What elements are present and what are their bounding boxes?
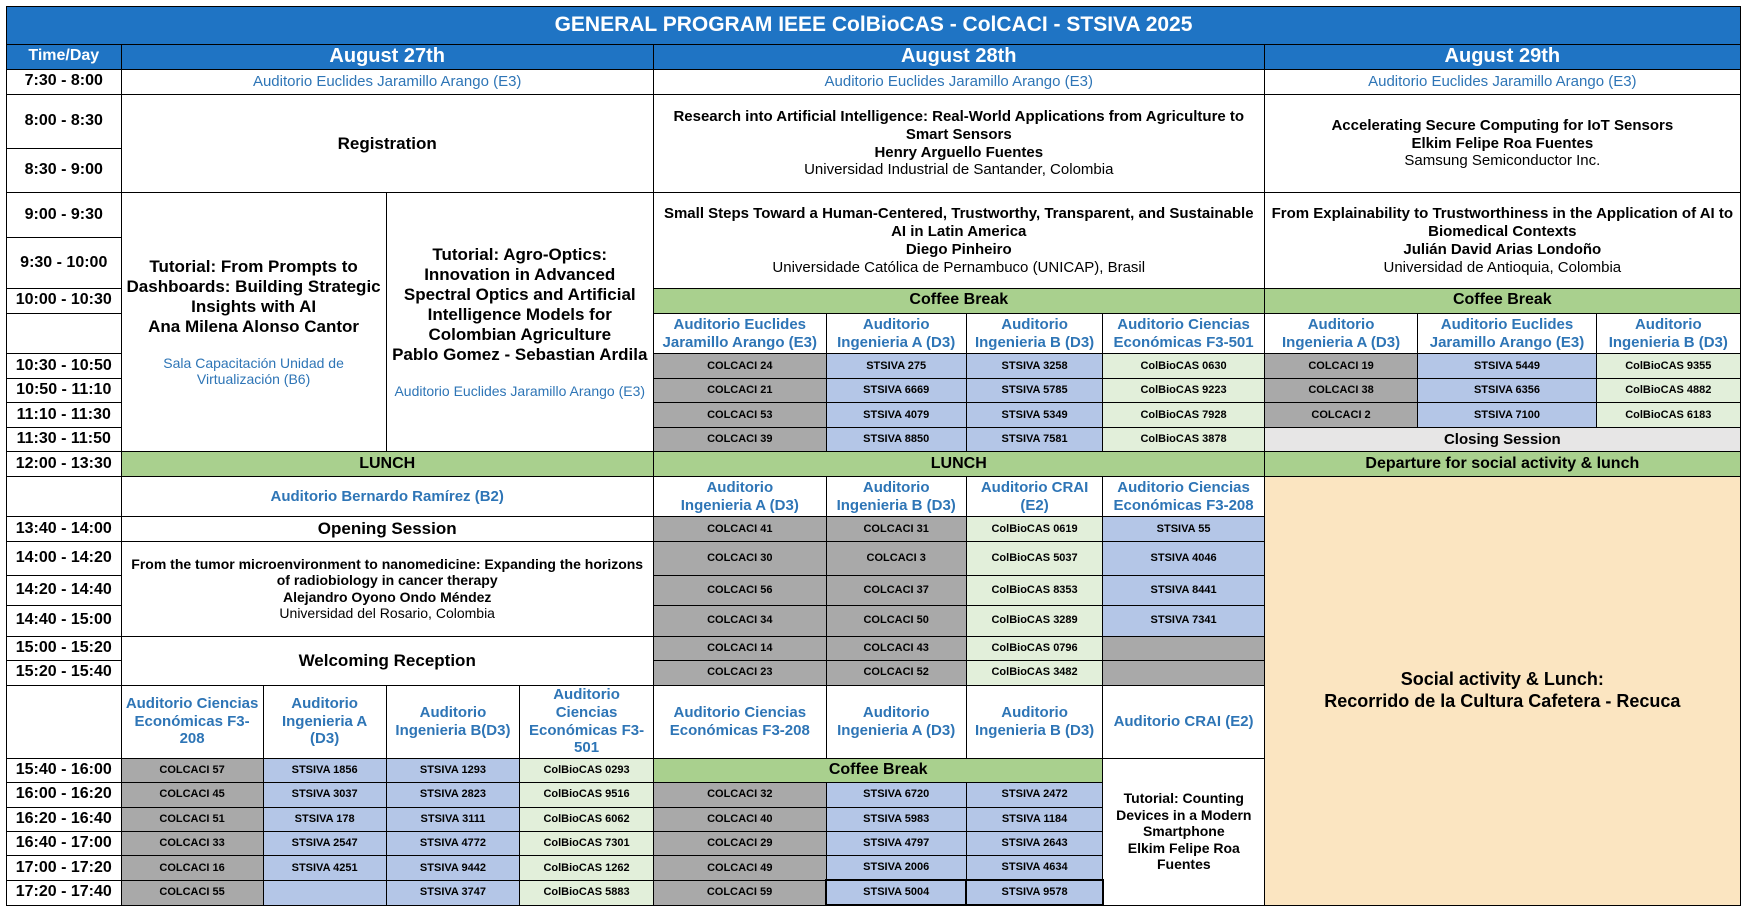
- departure-social: Departure for social activity & lunch: [1264, 452, 1740, 476]
- paper-slot: COLCACI 41: [653, 517, 826, 541]
- paper-slot: COLCACI 31: [826, 517, 966, 541]
- keynote-speaker: Henry Arguello Fuentes: [874, 143, 1044, 161]
- room-ciencias-f3-208: Auditorio Ciencias Económicas F3-208: [653, 685, 826, 758]
- paper-slot: STSIVA 4046: [1103, 541, 1264, 575]
- time-slot: 16:00 - 16:20: [7, 783, 122, 807]
- room-label: Auditorio Euclides Jaramillo Arango (E3): [653, 70, 1264, 94]
- room-euclides: Auditorio Euclides Jaramillo Arango (E3): [653, 313, 826, 354]
- paper-slot: COLCACI 14: [653, 636, 826, 660]
- paper-slot: STSIVA 7100: [1418, 403, 1596, 427]
- paper-slot-empty: [263, 880, 386, 905]
- paper-slot: COLCACI 29: [653, 832, 826, 856]
- tutorial-title: Tutorial: Agro-Optics: Innovation in Advanced Spectral Optics and Artificial Intelligence Models for Colombian Agriculture: [403, 244, 636, 345]
- room-crai: Auditorio CRAI (E2): [1103, 685, 1264, 758]
- paper-slot: COLCACI 23: [653, 661, 826, 685]
- time-slot: 17:00 - 17:20: [7, 856, 122, 880]
- welcoming-reception: Welcoming Reception: [121, 636, 653, 685]
- paper-slot: STSIVA 7341: [1103, 606, 1264, 637]
- paper-slot: ColBioCAS 7301: [520, 832, 654, 856]
- paper-slot: COLCACI 59: [653, 880, 826, 905]
- time-slot: 14:20 - 14:40: [7, 575, 122, 606]
- paper-slot: COLCACI 33: [121, 832, 263, 856]
- paper-slot: STSIVA 5785: [966, 378, 1103, 402]
- room-bernardo: Auditorio Bernardo Ramírez (B2): [121, 476, 653, 517]
- paper-slot: COLCACI 24: [653, 354, 826, 378]
- room-ciencias-f3-501: Auditorio Ciencias Económicas F3-501: [520, 685, 654, 758]
- keynote-title: From Explainability to Trustworthiness in the Application of AI to Biomedical Contexts: [1271, 205, 1734, 241]
- time-slot: 9:00 - 9:30: [7, 193, 122, 238]
- paper-slot: STSIVA 3111: [386, 807, 520, 831]
- keynote-title: Research into Artificial Intelligence: Real-World Applications from Agriculture to Smart Sensors: [673, 108, 1245, 143]
- day-header-aug27: August 27th: [121, 44, 653, 69]
- paper-slot: ColBioCAS 6062: [520, 807, 654, 831]
- time-slot: 16:20 - 16:40: [7, 807, 122, 831]
- paper-slot: ColBioCAS 5883: [520, 880, 654, 905]
- keynote-title: From the tumor microenvironment to nanomedicine: Expanding the horizons of radiobiology in cancer therapy: [131, 555, 644, 589]
- paper-slot: STSIVA 4634: [966, 856, 1103, 880]
- time-slot: 10:30 - 10:50: [7, 354, 122, 378]
- room-ingenieria-b: Auditorio Ingenieria B (D3): [966, 685, 1103, 758]
- paper-slot: STSIVA 6356: [1418, 378, 1596, 402]
- paper-slot: STSIVA 8441: [1103, 575, 1264, 606]
- paper-slot: COLCACI 53: [653, 403, 826, 427]
- paper-slot: ColBioCAS 3289: [966, 606, 1103, 637]
- paper-slot: COLCACI 55: [121, 880, 263, 905]
- keynote-title: Small Steps Toward a Human-Centered, Trustworthy, Transparent, and Sustainable AI in Latin America: [663, 205, 1254, 241]
- keynote-affiliation: Universidad del Rosario, Colombia: [279, 605, 495, 622]
- paper-slot: COLCACI 3: [826, 541, 966, 575]
- room-ingenieria-b: Auditorio Ingenieria B (D3): [826, 476, 966, 517]
- program-title: GENERAL PROGRAM IEEE ColBioCAS - ColCACI - STSIVA 2025: [7, 7, 1741, 45]
- keynote-affiliation: Samsung Semiconductor Inc.: [1404, 152, 1601, 170]
- time-slot-empty: [7, 685, 122, 758]
- keynote-aug27: [121, 541, 653, 636]
- program-table: [6, 6, 1741, 906]
- paper-slot: COLCACI 49: [653, 856, 826, 880]
- paper-slot: STSIVA 2006: [826, 856, 966, 880]
- time-slot: 12:00 - 13:30: [7, 452, 122, 476]
- tutorial-counting-devices: Tutorial: Counting Devices in a Modern Smartphone Elkim Felipe Roa Fuentes: [1103, 758, 1264, 905]
- room-label: Sala Capacitación Unidad de Virtualización (B6): [163, 354, 344, 388]
- room-label: Auditorio Euclides Jaramillo Arango (E3): [1264, 70, 1740, 94]
- paper-slot: STSIVA 1856: [263, 758, 386, 782]
- paper-slot: STSIVA 4797: [826, 832, 966, 856]
- paper-slot: COLCACI 57: [121, 758, 263, 782]
- paper-slot: COLCACI 38: [1264, 378, 1418, 402]
- room-euclides: Auditorio Euclides Jaramillo Arango (E3): [1418, 313, 1596, 354]
- time-slot: 11:30 - 11:50: [7, 427, 122, 451]
- paper-slot: STSIVA 6669: [826, 378, 966, 402]
- paper-slot-empty: [1103, 636, 1264, 660]
- keynote-affiliation: Universidad Industrial de Santander, Colombia: [804, 161, 1114, 179]
- time-slot: 15:00 - 15:20: [7, 636, 122, 660]
- paper-slot: STSIVA 1184: [966, 807, 1103, 831]
- paper-slot: STSIVA 178: [263, 807, 386, 831]
- time-slot: 15:20 - 15:40: [7, 661, 122, 685]
- paper-slot: COLCACI 51: [121, 807, 263, 831]
- tutorial-speaker: Ana Milena Alonso Cantor: [148, 316, 360, 336]
- paper-slot: ColBioCAS 3878: [1103, 427, 1264, 451]
- keynote-aug28-1: [653, 94, 1264, 193]
- time-slot: 16:40 - 17:00: [7, 832, 122, 856]
- paper-slot: COLCACI 30: [653, 541, 826, 575]
- time-slot: 14:00 - 14:20: [7, 541, 122, 575]
- paper-slot: COLCACI 43: [826, 636, 966, 660]
- time-slot-empty: [7, 476, 122, 517]
- time-slot: 17:20 - 17:40: [7, 880, 122, 905]
- keynote-title: Accelerating Secure Computing for IoT Sensors: [1331, 116, 1674, 134]
- keynote-speaker: Alejandro Oyono Ondo Méndez: [282, 588, 492, 605]
- room-ciencias-f3-208: Auditorio Ciencias Económicas F3-208: [121, 685, 263, 758]
- paper-slot: ColBioCAS 0619: [966, 517, 1103, 541]
- time-slot: 14:40 - 15:00: [7, 606, 122, 637]
- paper-slot: STSIVA 4251: [263, 856, 386, 880]
- tutorial-agro-optics: [386, 193, 653, 452]
- tutorial-prompts-dashboards: [121, 193, 386, 452]
- time-slot: 8:00 - 8:30: [7, 94, 122, 148]
- paper-slot: STSIVA 5004: [826, 880, 966, 905]
- lunch: LUNCH: [653, 452, 1264, 476]
- room-ingenieria-b: Auditorio Ingenieria B (D3): [966, 313, 1103, 354]
- paper-slot: ColBioCAS 9355: [1596, 354, 1740, 378]
- paper-slot: ColBioCAS 9516: [520, 783, 654, 807]
- paper-slot: COLCACI 16: [121, 856, 263, 880]
- paper-slot: STSIVA 9442: [386, 856, 520, 880]
- paper-slot: COLCACI 37: [826, 575, 966, 606]
- time-slot: 15:40 - 16:00: [7, 758, 122, 782]
- room-ingenieria-a: Auditorio Ingenieria A (D3): [1264, 313, 1418, 354]
- paper-slot: COLCACI 45: [121, 783, 263, 807]
- paper-slot: ColBioCAS 7928: [1103, 403, 1264, 427]
- room-ingenieria-a: Auditorio Ingenieria A (D3): [263, 685, 386, 758]
- paper-slot: STSIVA 2472: [966, 783, 1103, 807]
- paper-slot: COLCACI 34: [653, 606, 826, 637]
- paper-slot: ColBioCAS 0630: [1103, 354, 1264, 378]
- coffee-break: Coffee Break: [653, 289, 1264, 313]
- paper-slot: STSIVA 4079: [826, 403, 966, 427]
- room-ciencias-f3-208: Auditorio Ciencias Económicas F3-208: [1103, 476, 1264, 517]
- paper-slot-empty: [1103, 661, 1264, 685]
- paper-slot: STSIVA 5349: [966, 403, 1103, 427]
- paper-slot: STSIVA 3747: [386, 880, 520, 905]
- time-slot: 10:00 - 10:30: [7, 289, 122, 313]
- room-crai: Auditorio CRAI (E2): [966, 476, 1103, 517]
- paper-slot: COLCACI 50: [826, 606, 966, 637]
- paper-slot: COLCACI 52: [826, 661, 966, 685]
- paper-slot: ColBioCAS 9223: [1103, 378, 1264, 402]
- paper-slot: STSIVA 55: [1103, 517, 1264, 541]
- registration: Registration: [121, 94, 653, 193]
- room-ingenieria-b: Auditorio Ingenieria B(D3): [386, 685, 520, 758]
- tutorial-title: Tutorial: From Prompts to Dashboards: Building Strategic Insights with AI: [126, 256, 381, 316]
- keynote-affiliation: Universidade Católica de Pernambuco (UNICAP), Brasil: [772, 258, 1146, 276]
- paper-slot: STSIVA 9578: [966, 880, 1103, 905]
- keynote-affiliation: Universidad de Antioquia, Colombia: [1383, 258, 1622, 276]
- paper-slot: STSIVA 5983: [826, 807, 966, 831]
- social-activity: Social activity & Lunch: Recorrido de la Cultura Cafetera - Recuca: [1264, 476, 1740, 905]
- room-ingenieria-a: Auditorio Ingenieria A (D3): [826, 685, 966, 758]
- day-header-aug28: August 28th: [653, 44, 1264, 69]
- paper-slot: ColBioCAS 0293: [520, 758, 654, 782]
- paper-slot: STSIVA 7581: [966, 427, 1103, 451]
- room-ciencias-f3-501: Auditorio Ciencias Económicas F3-501: [1103, 313, 1264, 354]
- paper-slot: ColBioCAS 6183: [1596, 403, 1740, 427]
- keynote-aug28-2: [653, 193, 1264, 289]
- time-slot: 9:30 - 10:00: [7, 238, 122, 289]
- paper-slot: STSIVA 2547: [263, 832, 386, 856]
- coffee-break: Coffee Break: [653, 758, 1103, 782]
- tutorial-speaker: Pablo Gomez - Sebastian Ardila: [392, 345, 648, 365]
- closing-session: Closing Session: [1264, 427, 1740, 451]
- paper-slot: ColBioCAS 8353: [966, 575, 1103, 606]
- day-header-aug29: August 29th: [1264, 44, 1740, 69]
- paper-slot: STSIVA 2643: [966, 832, 1103, 856]
- room-label: Auditorio Euclides Jaramillo Arango (E3): [394, 383, 646, 400]
- paper-slot: STSIVA 6720: [826, 783, 966, 807]
- keynote-speaker: Julián David Arias Londoño: [1403, 240, 1602, 258]
- time-slot: 10:50 - 11:10: [7, 378, 122, 402]
- paper-slot: ColBioCAS 0796: [966, 636, 1103, 660]
- room-ingenieria-b: Auditorio Ingenieria B (D3): [1596, 313, 1740, 354]
- time-slot: 13:40 - 14:00: [7, 517, 122, 541]
- coffee-break: Coffee Break: [1264, 289, 1740, 313]
- paper-slot: COLCACI 40: [653, 807, 826, 831]
- paper-slot: COLCACI 32: [653, 783, 826, 807]
- paper-slot: COLCACI 2: [1264, 403, 1418, 427]
- room-ingenieria-a: Auditorio Ingenieria A (D3): [653, 476, 826, 517]
- paper-slot: ColBioCAS 4882: [1596, 378, 1740, 402]
- time-slot: 11:10 - 11:30: [7, 403, 122, 427]
- lunch: LUNCH: [121, 452, 653, 476]
- paper-slot: COLCACI 19: [1264, 354, 1418, 378]
- keynote-aug29-2: [1264, 193, 1740, 289]
- paper-slot: STSIVA 8850: [826, 427, 966, 451]
- room-label: Auditorio Euclides Jaramillo Arango (E3): [121, 70, 653, 94]
- opening-session: Opening Session: [121, 517, 653, 541]
- room-ingenieria-a: Auditorio Ingenieria A (D3): [826, 313, 966, 354]
- paper-slot: COLCACI 21: [653, 378, 826, 402]
- paper-slot: ColBioCAS 3482: [966, 661, 1103, 685]
- time-slot: 7:30 - 8:00: [7, 70, 122, 94]
- paper-slot: STSIVA 5449: [1418, 354, 1596, 378]
- paper-slot: ColBioCAS 5037: [966, 541, 1103, 575]
- paper-slot: COLCACI 56: [653, 575, 826, 606]
- keynote-aug29-1: [1264, 94, 1740, 193]
- paper-slot: STSIVA 2823: [386, 783, 520, 807]
- keynote-speaker: Elkim Felipe Roa Fuentes: [1411, 134, 1594, 152]
- paper-slot: STSIVA 275: [826, 354, 966, 378]
- paper-slot: STSIVA 4772: [386, 832, 520, 856]
- paper-slot: STSIVA 1293: [386, 758, 520, 782]
- paper-slot: ColBioCAS 1262: [520, 856, 654, 880]
- paper-slot: STSIVA 3258: [966, 354, 1103, 378]
- paper-slot: COLCACI 39: [653, 427, 826, 451]
- time-slot-empty: [7, 313, 122, 354]
- time-day-header: Time/Day: [7, 44, 122, 69]
- time-slot: 8:30 - 9:00: [7, 148, 122, 193]
- keynote-speaker: Diego Pinheiro: [905, 240, 1012, 258]
- paper-slot: STSIVA 3037: [263, 783, 386, 807]
